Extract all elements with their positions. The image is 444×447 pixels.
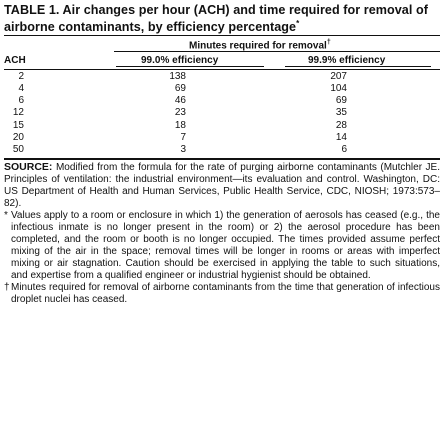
cell-ach: 20 [12,131,24,143]
cell-99: 69 [174,83,186,95]
group-header-text: Minutes required for removal [189,40,327,52]
table-row [4,144,440,156]
footnote-asterisk-text: Values apply to a room or enclosure in which 1) the generation of aerosols has ceased (e.g., the infectious inmate is no longer present in the room) or 2) the aerosol procedure has been completed, and the room or booth is no longer occupied. The times provided assume perfect mixing of the air in the space; removal times will be longer in rooms or areas with imperfect mixing or air stagnation. Caution should be exercised in applying the table to such situations, and expertise from a qualified engineer or industrial hygienist should be obtained. [11,210,440,282]
col-header-99: 99.0% efficiency [141,55,219,67]
cell-999: 6 [341,143,347,155]
cell-ach: 15 [12,119,24,131]
cell-ach: 2 [18,71,24,83]
footnote-dagger-mark: † [4,282,10,294]
cell-ach: 12 [12,107,24,119]
footnote-asterisk [4,210,440,282]
footnote-dagger [4,282,440,306]
cell-999: 69 [335,95,347,107]
cell-999: 28 [335,119,347,131]
cell-999: 104 [330,83,347,95]
source-text: Modified from the formula for the rate of purging airborne contaminants (Mutchler JE. Principles of ventilation: the industrial environment—its evaluation and control. Washington, DC: US Department of Health and Human Services, Public Health Service, CDC, NIOSH; 1973:573–82). [4,161,440,209]
table-body [4,70,440,156]
col-header-ach: ACH [4,55,26,67]
cell-99: 23 [174,107,186,119]
cell-999: 35 [335,107,347,119]
table-title-text: TABLE 1. Air changes per hour (ACH) and time required for removal of airborne contaminants, by efficiency percentage [4,3,428,35]
group-header-mark: † [326,39,331,47]
source-label: SOURCE: [4,160,53,173]
col-999-rule [285,66,431,67]
cell-ach: 4 [18,83,24,95]
col-header-999: 99.9% efficiency [308,55,386,67]
cell-99: 18 [174,119,186,131]
title-footnote-mark: * [296,19,300,28]
column-headers [4,53,440,69]
group-header [4,36,440,53]
col-99-rule [116,66,264,67]
footnote-asterisk-mark: * [4,210,8,222]
table-row [4,120,440,132]
cell-99: 7 [180,131,186,143]
table-row [4,71,440,83]
cell-ach: 50 [12,143,24,155]
table-title [4,3,440,34]
table-row [4,132,440,144]
cell-999: 14 [335,131,347,143]
table-row [4,95,440,107]
table-notes [4,160,440,307]
cell-ach: 6 [18,95,24,107]
source-note [4,161,440,210]
cell-99: 46 [174,95,186,107]
cell-99: 138 [169,71,186,83]
cell-99: 3 [180,143,186,155]
document-page [4,0,440,306]
cell-999: 207 [330,71,347,83]
footnote-dagger-text: Minutes required for removal of airborne contaminants from the time that generation of infectious droplet nuclei has ceased. [11,282,440,306]
table-row [4,83,440,95]
group-header-rule [114,51,440,52]
table-row [4,107,440,119]
